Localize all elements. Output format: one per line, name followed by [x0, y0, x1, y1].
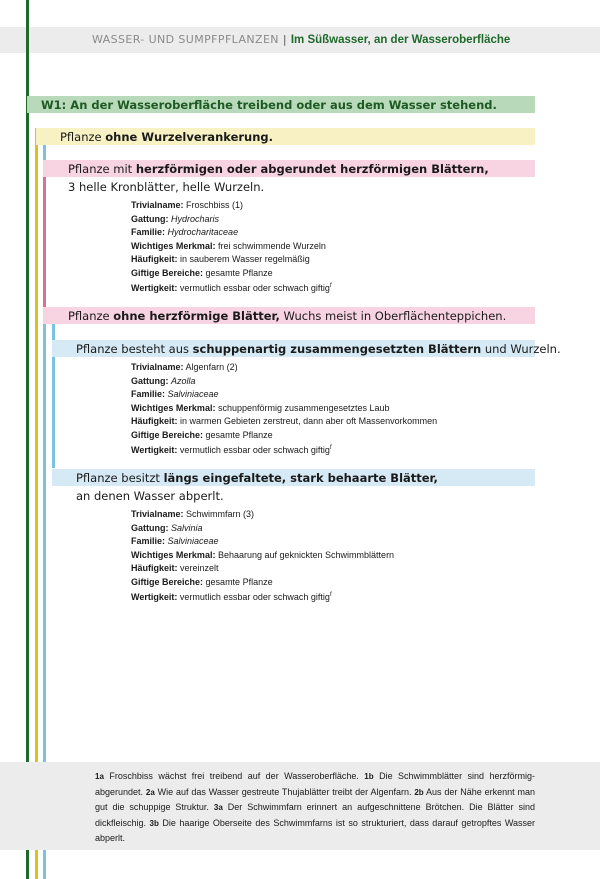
plant2-value: Wertigkeit: vermutlich essbar oder schwach giftig$^f$ — [131, 445, 332, 455]
plant3-trivial: Trivialname: Schwimmfarn (3) — [131, 509, 255, 519]
plant2-genus: Gattung: Azolla — [131, 375, 196, 386]
plant3-feature: Wichtiges Merkmal: Behaarung auf geknickten Schwimmblättern — [131, 549, 395, 560]
running-header — [92, 33, 510, 46]
plant1-frequency: Häufigkeit: in sauberem Wasser regelmäßig — [131, 254, 310, 264]
plant2-value-sup: f — [329, 445, 332, 451]
option-a-pre: Pflanze mit — [68, 162, 136, 176]
plant1-value-sup: f — [329, 283, 332, 289]
key-line-pink — [43, 160, 46, 324]
caption-3b: Die haarige Oberseite des Schwimmfarns ist so strukturiert, dass darauf getropftes Wasser abperlt. — [95, 817, 535, 843]
plant1-trivial: Trivialname: Froschbiss (1) — [131, 200, 244, 210]
plant2-family: Familie: Salviniaceae — [131, 389, 219, 399]
caption-num-1a: 1a — [95, 772, 104, 781]
option-b-line — [68, 309, 506, 323]
plant3-toxic: Giftige Bereiche: gesamte Pflanze — [131, 576, 273, 587]
photo-captions — [95, 769, 535, 847]
plant3-value-sup: f — [329, 592, 332, 598]
option-b1-bold: schuppenartig zusammengesetzten Blättern — [192, 342, 482, 356]
plant1-genus: Gattung: Hydrocharis — [131, 213, 220, 224]
option-a-line2: 3 helle Kronblätter, helle Wurzeln. — [68, 180, 265, 194]
caption-num-2a: 2a — [145, 787, 155, 797]
plant1-value: Wertigkeit: vermutlich essbar oder schwach giftig$^f$ — [131, 283, 332, 293]
caption-1b: Die Schwimmblätter sind herzförmig-abgerundet. — [95, 771, 535, 797]
caption-num-3b: 3b — [149, 818, 159, 828]
plant3-frequency: Häufigkeit: vereinzelt — [131, 563, 219, 573]
w1-heading: W1: An der Wasseroberfläche treibend oder aus dem Wasser stehend. — [41, 98, 497, 112]
plant3-info — [131, 508, 394, 605]
option-b-post: Wuchs meist in Oberflächenteppichen. — [279, 309, 507, 323]
caption-2a: Wie auf das Wasser gestreute Thujablätter treibt der Algenfarn. — [154, 786, 415, 797]
level1-pre: Pflanze — [60, 130, 106, 144]
plant2-feature: Wichtiges Merkmal: schuppenförmig zusammengesetztes Laub — [131, 402, 390, 413]
caption-1a: Froschbiss wächst frei treibend auf der Wasseroberfläche. — [103, 771, 365, 781]
plant2-trivial: Trivialname: Algenfarn (2) — [131, 362, 238, 372]
plant3-genus: Gattung: Salvinia — [131, 522, 203, 533]
option-b2-pre: Pflanze besitzt — [76, 471, 164, 485]
option-a-bold: herzförmigen oder abgerundet herzförmigen Blättern, — [135, 162, 489, 176]
header-separator: | — [282, 33, 287, 46]
plant1-info — [131, 199, 332, 296]
caption-num-1b: 1b — [364, 772, 374, 781]
caption-2b: Aus der Nähe erkennt man gut die schuppige Struktur. — [95, 786, 535, 812]
option-b1-line — [76, 342, 561, 356]
caption-num-2b: 2b — [414, 787, 424, 797]
option-b-bold: ohne herzförmige Blätter, — [113, 309, 280, 323]
plant1-feature: Wichtiges Merkmal: frei schwimmende Wurzeln — [131, 240, 326, 251]
plant2-info — [131, 361, 437, 458]
plant2-toxic: Giftige Bereiche: gesamte Pflanze — [131, 429, 273, 440]
header-section: WASSER- UND SUMPFPFLANZEN — [92, 33, 279, 46]
header-subsection: Im Süßwasser, an der Wasseroberfläche — [290, 34, 511, 46]
level1-bold: ohne Wurzelverankerung. — [105, 130, 274, 144]
option-b1-pre: Pflanze besteht aus — [76, 342, 193, 356]
plant1-toxic: Giftige Bereiche: gesamte Pflanze — [131, 267, 273, 278]
plant2-frequency: Häufigkeit: in warmen Gebieten zerstreut, dann aber oft Massenvorkommen — [131, 416, 438, 426]
option-b1-post: und Wurzeln. — [481, 342, 561, 356]
plant3-family: Familie: Salviniaceae — [131, 536, 219, 546]
option-b-pre: Pflanze — [68, 309, 114, 323]
level1-text — [60, 130, 273, 144]
option-b2-bold: längs eingefaltete, stark behaarte Blätter, — [163, 471, 438, 485]
plant1-family: Familie: Hydrocharitaceae — [131, 227, 239, 237]
caption-3a: Der Schwimmfarn erinnert an aufgeschnittene Brötchen. Die Blätter sind dickfleischig. — [95, 802, 536, 828]
key-line-green — [26, 0, 29, 879]
plant3-value: Wertigkeit: vermutlich essbar oder schwach giftig$^f$ — [131, 592, 332, 602]
caption-num-3a: 3a — [213, 803, 223, 812]
option-b2-line2: an denen Wasser abperlt. — [76, 489, 224, 503]
option-a-line1 — [68, 162, 489, 176]
option-b2-line1 — [76, 471, 438, 485]
